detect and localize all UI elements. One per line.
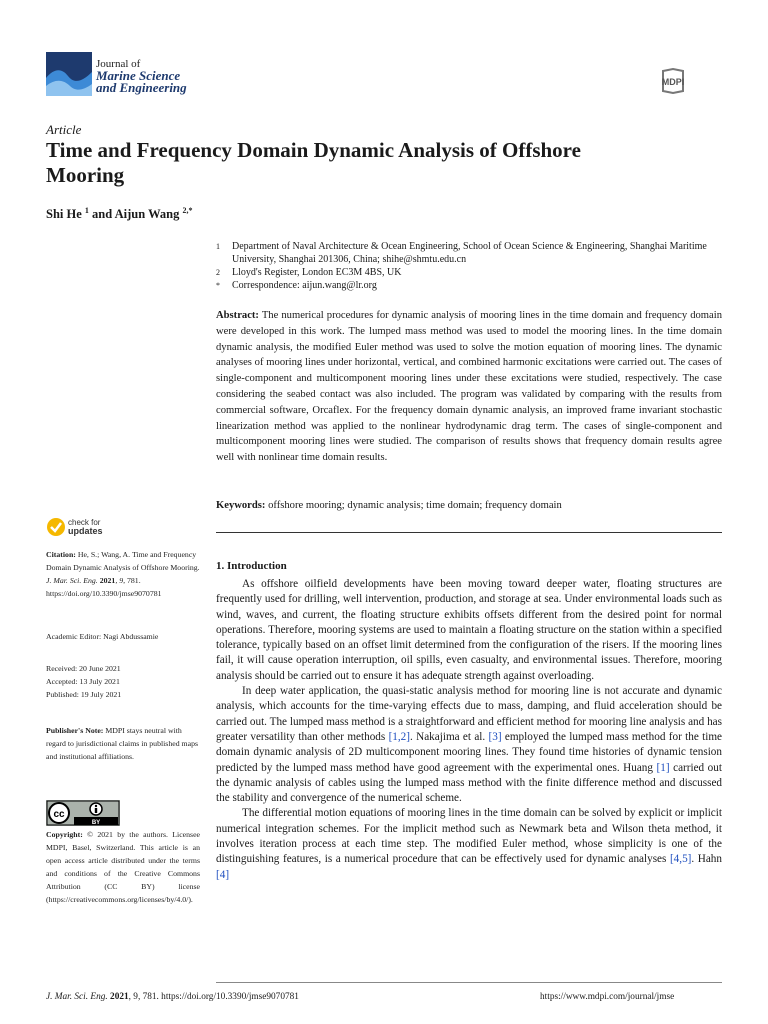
author-2[interactable]: Aijun Wang [114,207,180,222]
publisher-note-text: MDPI stays neutral with regard to jurisdictional claims in published maps and institutional affiliations. [46,726,199,761]
citation-link[interactable]: [3] [488,730,502,743]
text-run: employed the lumped mass method for the time domain dynamic analysis of 2D multicomponent mooring lines. They found time histories of dynamic tension predicted by the lumped mass method have good agreement with the experimental ones. Huang [216,730,722,774]
citation-link[interactable]: [4] [216,868,230,881]
check-line1: check for [68,518,101,527]
authors [46,206,192,222]
citation-link[interactable]: [1] [656,761,670,774]
citation-link[interactable]: [1,2] [388,730,410,743]
text-run: carried out the dynamic analysis of cables using the lumped mass method with the finite difference method and discussed the stability and convergence of the numerical scheme. [216,761,722,805]
citation-year: 2021 [99,576,116,585]
publisher-note-label: Publisher's Note: [46,726,104,735]
affiliation-mark: 2 [216,268,220,277]
keywords [216,498,722,513]
mdpi-logo-icon [660,68,722,94]
affiliation-item [216,266,716,279]
paragraph-2 [216,684,722,806]
affiliation-text: Lloyd's Register, London EC3M 4BS, UK [232,267,402,278]
publisher-name: MDPI [661,77,685,87]
footer-journal-url[interactable]: https://www.mdpi.com/journal/jmse [540,992,675,1002]
citation-label: Citation: [46,550,76,559]
check-for-updates-icon[interactable] [46,516,66,538]
journal-wave-logo-icon [46,52,92,96]
copyright-text: © 2021 by the authors. Licensee MDPI, Basel, Switzerland. This article is an open access article distributed under the terms and conditions of the Creative Commons Attribution (CC BY) license (https://creativecommons.org/licenses/by/4.0/). [46,830,200,904]
check-for-updates[interactable] [68,518,103,536]
affiliation-item [216,279,716,292]
affiliation-text: Department of Naval Architecture & Ocean Engineering, School of Ocean Science & Engineering, Shanghai Maritime University, Shanghai 201306, China; shihe@shmtu.edu.cn [232,241,707,265]
author-2-affil: 2,* [182,206,193,215]
copyright [46,828,200,906]
article-dates [46,662,200,701]
text-run: . Nakajima et al. [410,730,489,743]
citation-text: He, S.; Wang, A. Time and Frequency Domain Dynamic Analysis of Offshore Mooring. [46,550,200,572]
affiliation-text: Correspondence: aijun.wang@lr.org [232,280,377,291]
keywords-label: Keywords: [216,500,266,511]
journal-name-line3: and Engineering [96,80,187,95]
abstract-text: The numerical procedures for dynamic analysis of mooring lines in the time domain and frequency domain were developed in this work. The lumped mass method was used to model the mooring lines. In the time domain dynamic analysis, the modified Euler method was used to solve the motion equation of mooring lines. The dynamic analyses of mooring lines under horizontal, vertical, and combined harmonic excitations were carried out. The cases of single-component and multicomponent mooring lines under these excitations were studied, respectively. The case considering the seabed contact was also included. The program was validated by comparing with the results from commercial software, Orcaflex. For the frequency domain dynamic analysis, an improved frame invariant stochastic linearization method was applied to the nonlinear hydrodynamic drag term. The cases of single-component and multicomponent mooring lines were studied. The comparison of results shows that frequency domain results agree well with nonlinear time domain results. [216,310,722,464]
section-heading: 1. Introduction [216,560,287,572]
paragraph-3 [216,806,722,882]
body-text [216,577,722,883]
cc-by-icon[interactable] [46,800,120,826]
text-run: The differential motion equations of mooring lines in the time domain can be solved by explicit or implicit numerical integration schemes. For the implicit method such as Newmark beta and Wilson theta method, it involves iteration process at each time step. The modified Euler method, whose simplicity is one of the distinguishing features, is a numerical procedure that can be effectively used for dynamic analyses [216,807,722,866]
author-1-affil: 1 [84,206,89,215]
footer-journal: J. Mar. Sci. Eng. [46,992,108,1002]
author-1[interactable]: Shi He [46,207,82,222]
footer-divider [216,982,722,983]
affiliation-mark: * [216,281,220,290]
text-run: . Hahn [691,853,722,866]
keywords-text: offshore mooring; dynamic analysis; time domain; frequency domain [265,500,562,511]
journal-name-line1: Journal of [96,58,141,70]
paragraph-1: As offshore oilfield developments have been moving toward deeper water, floating structures are frequently used for drilling, well intervention, production, and storage at sea. Under environmental loads such as wind, waves, and current, the floating structure exhibits offsets different from the desired point for normal operations. Therefore, mooring systems are used to maintain a floating structure on the station within a specified tolerance, typically based on an offset limit determined from the configuration of the risers. If the mooring lines fail, it will cause operation interruption, oil spills, even casualty, and environmental issues. Therefore, mooring analysis should be carried out to ensure it has adequate strength against overloading. [216,578,722,682]
article-type: Article [46,122,82,137]
date-published: Published: 19 July 2021 [46,690,122,699]
text-run: In deep water application, the quasi-static analysis method for mooring line is not accurate and dynamic analysis, which accounts for the time-varying effects due to mass, damping, and fluid acceleration should be carried out. The lumped mass method is a straightforward and efficient method for mooring line analysis and has greater versatility than other methods [216,685,722,743]
cc-label: cc [53,809,65,820]
journal-name [96,58,187,94]
divider [216,532,722,533]
citation-link[interactable]: [4,5] [669,853,692,866]
by-label: BY [91,820,101,826]
citation [46,548,200,600]
academic-editor: Academic Editor: Nagi Abdussamie [46,632,159,641]
copyright-label: Copyright: [46,830,83,839]
citation-volume: , 9 [115,576,124,585]
authors-separator: and [88,207,115,222]
publisher-note [46,724,200,763]
article-title: Time and Frequency Domain Dynamic Analysis of Offshore Mooring [46,138,581,187]
footer-doi[interactable]: , 9, 781. https://doi.org/10.3390/jmse9070781 [128,992,299,1002]
check-line2: updates [68,526,103,536]
footer-year: 2021 [110,992,129,1002]
abstract-label: Abstract: [216,310,259,321]
footer-citation [46,992,299,1002]
citation-journal: J. Mar. Sci. Eng. [46,576,98,585]
date-received: Received: 20 June 2021 [46,664,121,673]
affiliation-mark: 1 [216,242,220,251]
journal-name-line2: Marine Science [96,68,181,83]
citation-doi[interactable]: , 781. https://doi.org/10.3390/jmse9070781 [46,576,162,598]
affiliation-item [216,240,716,266]
date-accepted: Accepted: 13 July 2021 [46,677,120,686]
abstract [216,308,722,466]
affiliations [216,240,716,292]
